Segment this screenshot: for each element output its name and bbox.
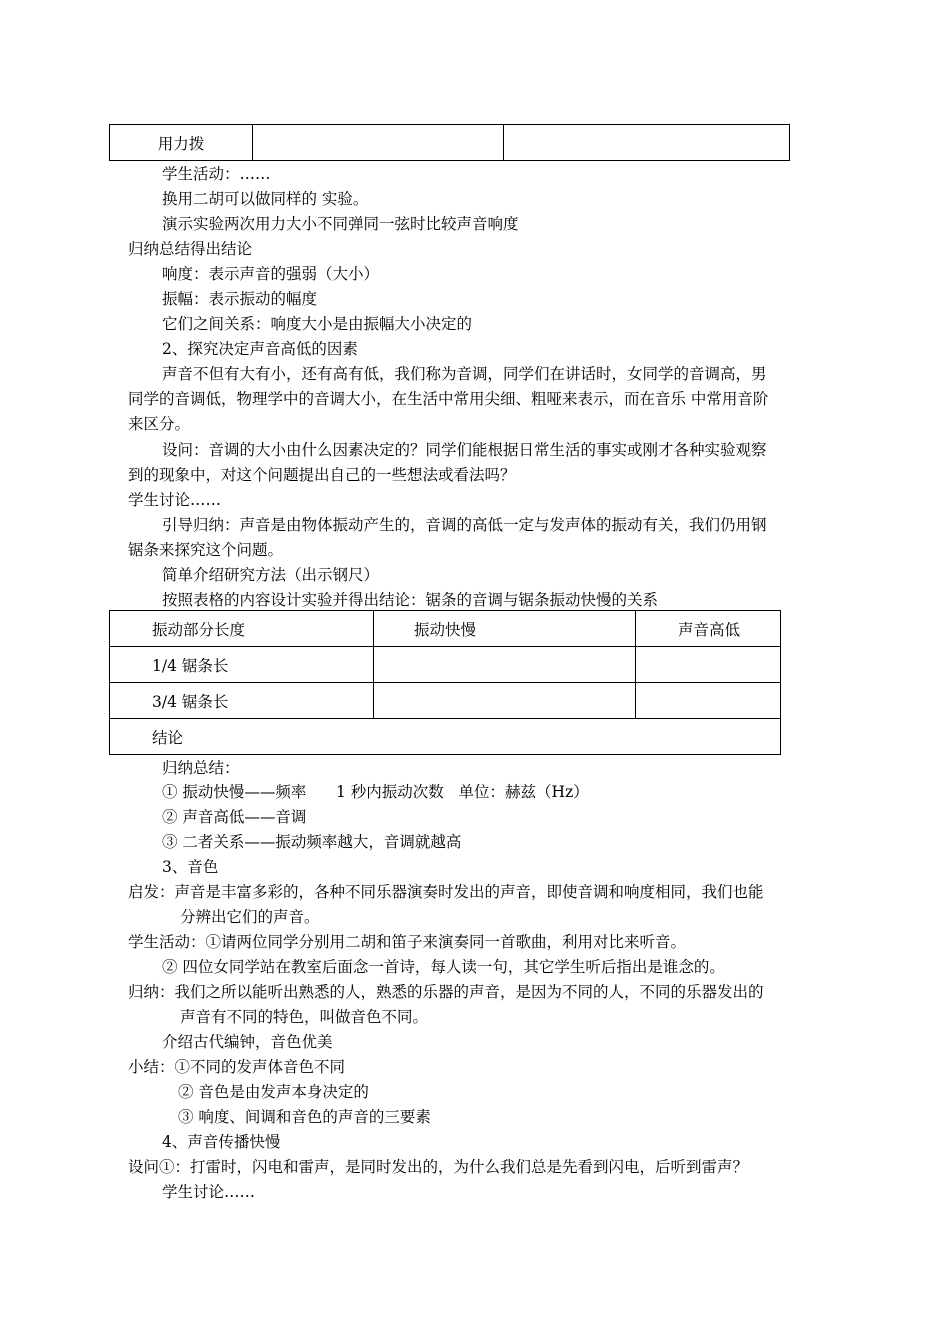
text-line: 到的现象中，对这个问题提出自己的一些想法或看法吗？	[128, 466, 516, 484]
text-line: 学生讨论……	[128, 491, 222, 509]
table-cell	[253, 125, 504, 161]
text-line: 启发：声音是丰富多彩的，各种不同乐器演奏时发出的声音，即使音调和响度相同，我们也能	[128, 883, 764, 901]
text-line: 简单介绍研究方法（出示钢尺）	[162, 566, 380, 584]
text-line: 学生讨论……	[162, 1183, 256, 1201]
text-line: 声音不但有大有小，还有高有低，我们称为音调，同学们在讲话时，女同学的音调高，男	[162, 365, 767, 383]
saw-blade-table	[109, 610, 781, 755]
text-line: 学生活动：①请两位同学分别用二胡和笛子来演奏同一首歌曲，利用对比来听音。	[128, 933, 687, 951]
text-line: ③ 二者关系——振动频率越大，音调就越高	[162, 833, 462, 851]
text-line: 介绍古代编钟，音色优美	[162, 1033, 333, 1051]
text-line: 归纳总结：	[162, 759, 240, 777]
text-line: 来区分。	[128, 415, 191, 433]
text-line: 锯条来探究这个问题。	[128, 541, 284, 559]
table-cell	[374, 647, 636, 683]
text-line: 按照表格的内容设计实验并得出结论：锯条的音调与锯条振动快慢的关系	[162, 591, 659, 609]
text-line: 设问①：打雷时，闪电和雷声，是同时发出的，为什么我们总是先看到闪电，后听到雷声？	[128, 1158, 749, 1176]
table-cell	[636, 683, 781, 719]
table-cell	[374, 683, 636, 719]
text-line: 设问：音调的大小由什么因素决定的？同学们能根据日常生活的事实或刚才各种实验观察	[162, 441, 767, 459]
text-line: 归纳总结得出结论	[128, 240, 253, 258]
text-line: 换用二胡可以做同样的 实验。	[162, 190, 369, 208]
table-row-label: 1/4 锯条长	[110, 647, 374, 683]
text-line: ② 音色是由发声本身决定的	[178, 1083, 369, 1101]
table-header: 振动部分长度	[110, 611, 374, 647]
text-line: 声音有不同的特色，叫做音色不同。	[180, 1008, 429, 1026]
text-line: 分辨出它们的声音。	[180, 908, 320, 926]
text-line: 响度：表示声音的强弱（大小）	[162, 265, 380, 283]
table-cell	[636, 647, 781, 683]
text-line: 演示实验两次用力大小不同弹同一弦时比较声音响度	[162, 215, 519, 233]
text-line: 学生活动：……	[162, 165, 271, 183]
text-line: 引导归纳：声音是由物体振动产生的，音调的高低一定与发声体的振动有关，我们仍用钢	[162, 516, 767, 534]
text-line: ① 振动快慢——频率 1 秒内振动次数 单位：赫兹（Hz）	[162, 783, 589, 801]
text-line: 归纳：我们之所以能听出熟悉的人，熟悉的乐器的声音，是因为不同的人，不同的乐器发出的	[128, 983, 764, 1001]
table-row-label: 用力拨	[157, 134, 205, 153]
table-cell	[110, 125, 253, 161]
table-header: 声音高低	[636, 611, 781, 647]
text-line: 同学的音调低，物理学中的音调大小，在生活中常用尖细、粗哑来表示，而在音乐 中常用音阶	[128, 390, 769, 408]
text-line: 小结：①不同的发声体音色不同	[128, 1058, 346, 1076]
table-row-label: 3/4 锯条长	[110, 683, 374, 719]
section-heading: 4、声音传播快慢	[162, 1133, 281, 1151]
section-heading: 2、探究决定声音高低的因素	[162, 340, 358, 358]
section-heading: 3、音色	[162, 858, 219, 876]
pluck-table	[109, 124, 790, 161]
text-line: ② 声音高低——音调	[162, 808, 307, 826]
table-conclusion: 结论	[110, 719, 781, 755]
text-line: ② 四位女同学站在教室后面念一首诗，每人读一句，其它学生听后指出是谁念的。	[162, 958, 725, 976]
text-line: 它们之间关系：响度大小是由振幅大小决定的	[162, 315, 473, 333]
table-cell	[504, 125, 790, 161]
table-header: 振动快慢	[374, 611, 636, 647]
text-line: 振幅：表示振动的幅度	[162, 290, 318, 308]
text-line: ③ 响度、间调和音色的声音的三要素	[178, 1108, 431, 1126]
